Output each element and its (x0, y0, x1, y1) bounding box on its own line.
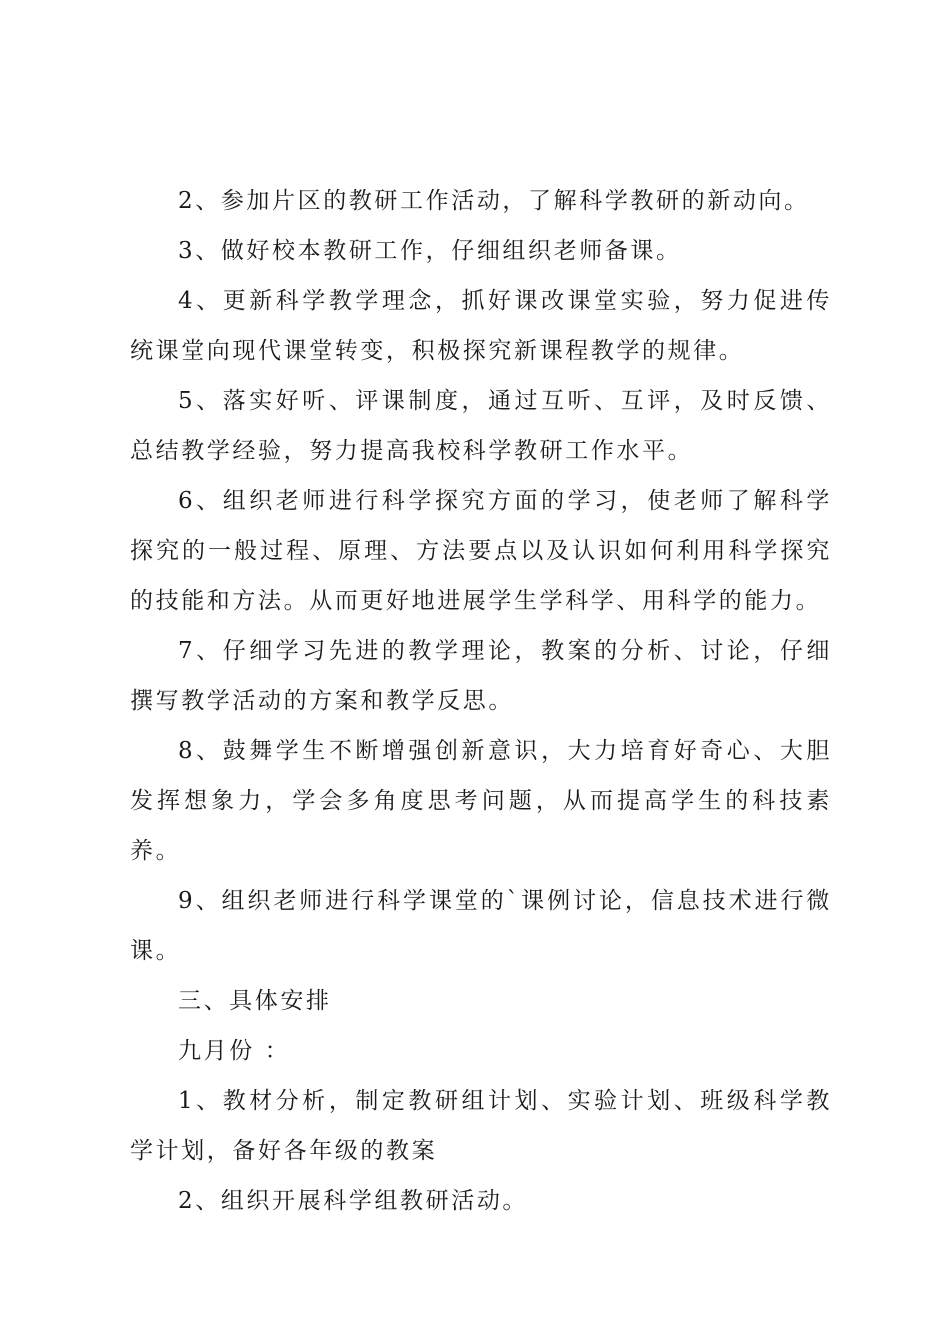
paragraph-item-7: 7、仔细学习先进的教学理论，教案的分析、讨论，仔细撰写教学活动的方案和教学反思。 (130, 638, 832, 714)
document-body (130, 176, 832, 1226)
paragraph-item-2: 2、参加片区的教研工作活动，了解科学教研的新动向。 (178, 188, 810, 214)
paragraph-item-4: 4、更新科学教学理念，抓好课改课堂实验，努力促进传统课堂向现代课堂转变，积极探究新课程教学的规律。 (130, 288, 832, 364)
paragraph-item-3: 3、做好校本教研工作，仔细组织老师备课。 (178, 238, 682, 264)
schedule-item-2: 2、组织开展科学组教研活动。 (178, 1188, 529, 1214)
paragraph-item-9: 9、组织老师进行科学课堂的`课例讨论，信息技术进行微课。 (130, 888, 832, 964)
paragraph-item-8: 8、鼓舞学生不断增强创新意识，大力培育好奇心、大胆发挥想象力，学会多角度思考问题，从而提高学生的科技素养。 (130, 738, 832, 864)
schedule-item-1: 1、教材分析，制定教研组计划、实验计划、班级科学教学计划，备好各年级的教案 (130, 1088, 832, 1164)
month-heading: 九月份 ： (178, 1038, 291, 1064)
paragraph-item-5: 5、落实好听、评课制度，通过互听、互评，及时反馈、总结教学经验，努力提高我校科学教研工作水平。 (130, 388, 832, 464)
section-heading: 三、具体安排 (178, 988, 332, 1014)
paragraph-item-6: 6、组织老师进行科学探究方面的学习，使老师了解科学探究的一般过程、原理、方法要点以及认识如何利用科学探究的技能和方法。从而更好地进展学生学科学、用科学的能力。 (130, 488, 832, 614)
